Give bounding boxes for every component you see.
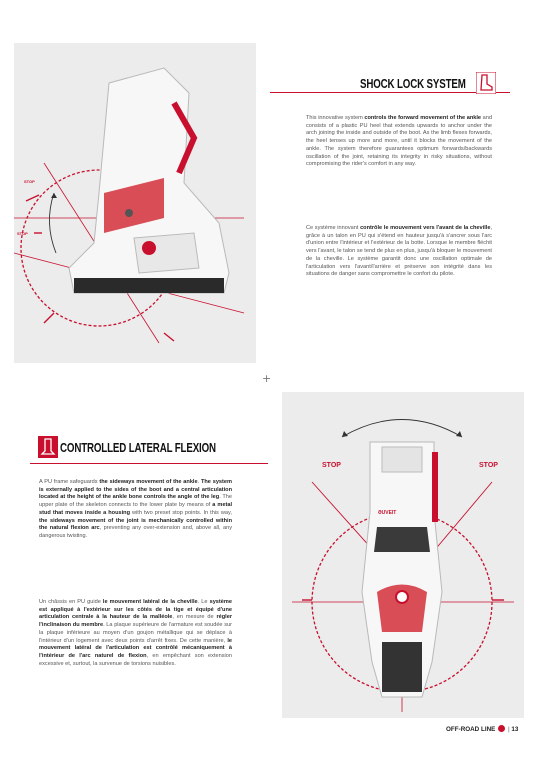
body-text: . Le bbox=[197, 599, 210, 605]
body-text: . The upper plate of the skeleton connects to the lower plate by means of bbox=[39, 494, 232, 509]
title-underline-bottom bbox=[30, 463, 268, 464]
section-title-shock-lock: SHOCK LOCK SYSTEM bbox=[360, 77, 466, 91]
front-boot-illustration bbox=[282, 392, 524, 718]
body-text: , grâce à un talon en PU qui s'étend en hauteur jusqu'à s'ancrer sous l'arc d'union entre l'intérieur et l'extérieur de la botte. Lorsque le membre fléchit vers l'avant, le talon se tend de plus en plus, jusqu'à bloquer le mouvement de la cheville. Le système garantit donc une oscillation optimale de l'articulation vers l'avant/l'arrière et préserve son intégrité dans les situations de danger sans compromettre le confort du pilote. bbox=[306, 225, 492, 278]
footer-line-name: OFF-ROAD LINE bbox=[446, 726, 496, 733]
emphasis-text: a metal stud that moves inside a housing bbox=[39, 502, 232, 516]
center-crop-mark: + bbox=[262, 372, 272, 385]
body-text: . bbox=[197, 479, 201, 485]
emphasis-text: the sideways movement of the ankle bbox=[99, 479, 198, 485]
lateral-flexion-photo-panel bbox=[282, 392, 524, 718]
side-boot-illustration bbox=[14, 43, 256, 363]
body-text: Un châssis en PU guide bbox=[39, 599, 103, 605]
page-footer: OFF-ROAD LINE | 13 bbox=[446, 726, 519, 733]
boot-profile-icon bbox=[476, 72, 496, 94]
shock-lock-photo-panel bbox=[14, 43, 256, 363]
brand-logo: ƏUVEIT bbox=[378, 510, 397, 516]
flex-arc-arrow bbox=[342, 420, 462, 438]
stop-label-right: STOP bbox=[479, 462, 498, 469]
emphasis-text: The system is externally applied to the sides of the boot and a central articulation located at the height of the ankle bone controls the angle of the leg bbox=[39, 479, 232, 501]
stop-label-forward: STOP bbox=[24, 179, 35, 184]
page-number: 13 bbox=[511, 726, 519, 733]
brand-dot-icon bbox=[498, 725, 505, 732]
emphasis-text: régler l'inclinaison du membre bbox=[39, 614, 232, 629]
emphasis-text: système est appliqué à l'extérieur sur les côtés de la tige et équipé d'une articulation centrale à la hauteur de la malléole bbox=[39, 599, 232, 621]
body-text: A PU frame safeguards bbox=[39, 479, 100, 485]
body-text: with two preset stop points. In this way, bbox=[129, 509, 232, 516]
lateral-flexion-text-fr bbox=[39, 599, 232, 668]
body-text: and consists of a plastic PU heel that extends upwards to anchor under the arch joining the inside and outside of the boot. As the limb flexes forwards, the heel tenses up more and more, until it blocks the movement of the ankle. The system therefore guarantees optimum forwards/backwards oscillation of the joint, retaining its integrity in risky situations, without compromising the rider's comfort in any way. bbox=[306, 115, 493, 168]
shock-lock-text-fr bbox=[306, 225, 492, 279]
body-text: This innovative system bbox=[306, 115, 365, 121]
emphasis-text: le mouvement latéral de la cheville bbox=[102, 599, 198, 605]
body-text: Ce système innovant bbox=[306, 225, 361, 231]
shock-lock-text-en bbox=[306, 115, 492, 169]
lateral-flexion-text-en bbox=[39, 479, 232, 541]
emphasis-text: controls the forward movement of the ankle bbox=[364, 115, 482, 121]
stop-label-back: STOP bbox=[17, 231, 28, 236]
emphasis-text: le mouvement latéral de l'articulation est contrôlé mécaniquement à l'intérieur de l'arc naturel de flexion bbox=[39, 637, 232, 659]
body-text: . La plaque supérieure de l'armature est soudée sur la plaque inférieure au moyen d'un goujon métallique qui se déplace à l'intérieur d'un logement avec deux points d'arrêt fixes. De cette manière, bbox=[39, 622, 232, 644]
boot-front-icon bbox=[38, 436, 58, 458]
emphasis-text: contrôle le mouvement vers l'avant de la cheville bbox=[360, 225, 491, 231]
section-title-lateral-flexion: CONTROLLED LATERAL FLEXION bbox=[60, 441, 216, 455]
stop-label-left: STOP bbox=[322, 462, 341, 469]
title-underline-top bbox=[270, 92, 510, 93]
body-text: , preventing any over-extension and, above all, any dangerous twisting. bbox=[39, 525, 232, 539]
body-text: , en empêchant son extension excessive et, surtout, la survenue de torsions nuisibles. bbox=[39, 652, 232, 667]
emphasis-text: the sideways movement of the joint is mechanically controlled within the natural flexion arc bbox=[39, 517, 232, 532]
body-text: , en mesure de bbox=[172, 614, 217, 621]
